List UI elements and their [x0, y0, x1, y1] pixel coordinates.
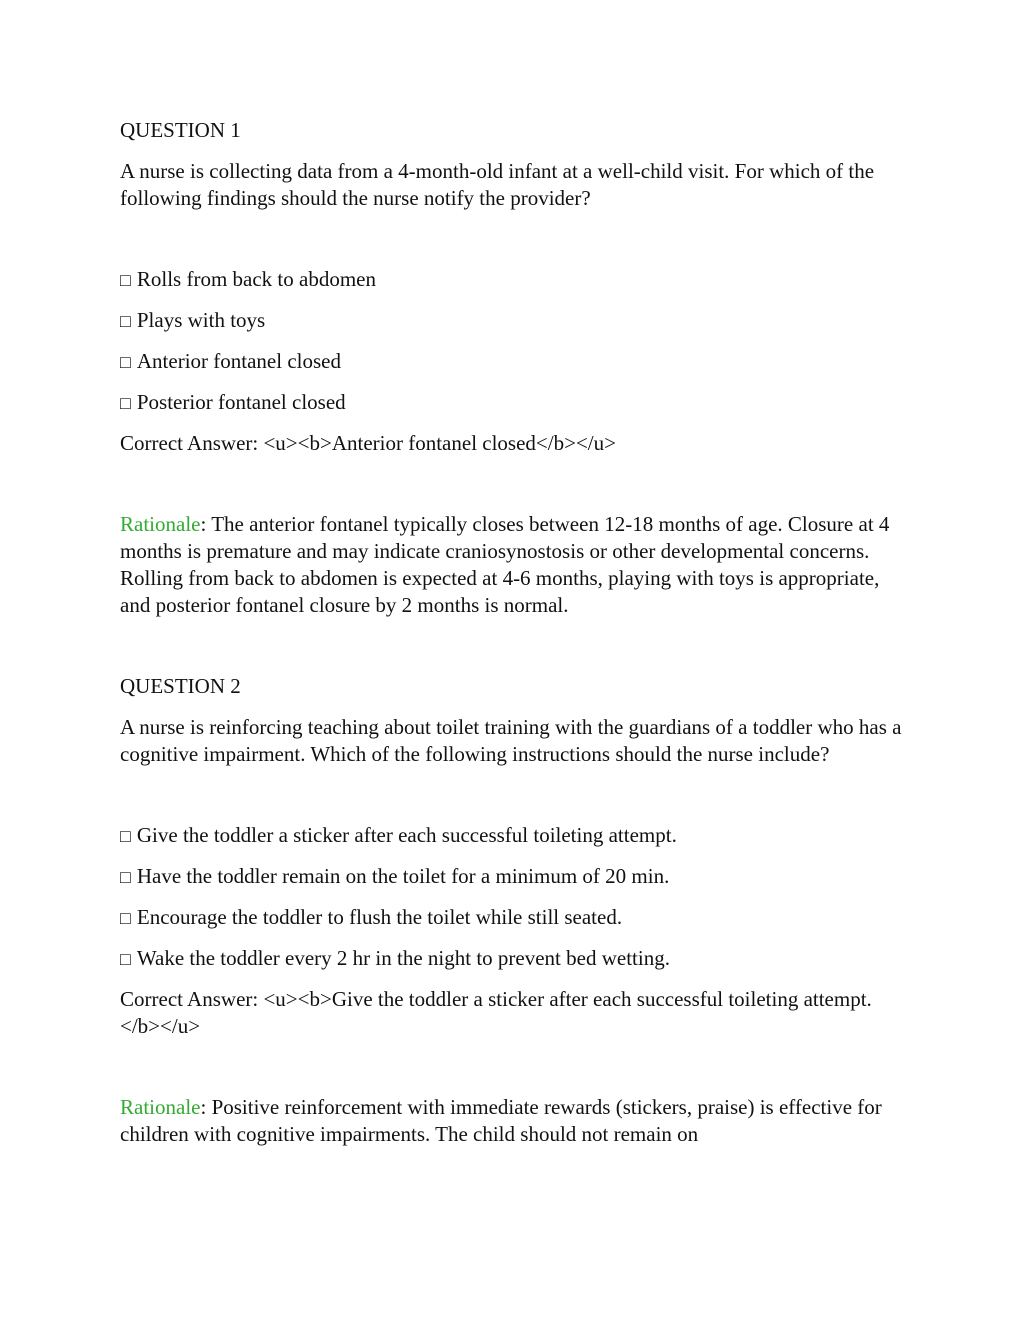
question-text: A nurse is collecting data from a 4-month-old infant at a well-child visit. For which of the following findings should the nurse notify the provider? [120, 159, 875, 210]
document-page [120, 117, 910, 1202]
option-1 [120, 266, 910, 294]
checkbox-icon: □ [120, 867, 131, 887]
rationale-label: Rationale [120, 1095, 201, 1119]
question-2 [120, 673, 910, 1148]
option-label: Give the toddler a sticker after each successful toileting attempt. [136, 823, 677, 847]
rationale-text: : Positive reinforcement with immediate rewards (stickers, praise) is effective for children with cognitive impairments. The child should not remain on [120, 1095, 882, 1146]
checkbox-icon: □ [120, 908, 131, 928]
checkbox-icon: □ [120, 949, 131, 969]
question-title: QUESTION 1 [120, 118, 241, 142]
option-4 [120, 389, 910, 417]
checkbox-icon: □ [120, 270, 131, 290]
option-2 [120, 307, 910, 335]
question-text: A nurse is reinforcing teaching about toilet training with the guardians of a toddler who has a cognitive impairment. Which of the following instructions should the nurse include? [120, 715, 902, 766]
option-label: Anterior fontanel closed [136, 349, 341, 373]
option-label: Rolls from back to abdomen [136, 267, 376, 291]
option-label: Posterior fontanel closed [136, 390, 346, 414]
rationale [120, 1094, 910, 1148]
rationale [120, 511, 910, 619]
option-2 [120, 863, 910, 891]
correct-answer: Correct Answer: <u><b>Anterior fontanel closed</b></u> [120, 431, 616, 455]
rationale-label: Rationale [120, 512, 201, 536]
option-3 [120, 348, 910, 376]
correct-answer: Correct Answer: <u><b>Give the toddler a sticker after each successful toileting attempt.</b></u> [120, 987, 872, 1038]
option-label: Encourage the toddler to flush the toilet while still seated. [136, 905, 623, 929]
checkbox-icon: □ [120, 826, 131, 846]
rationale-text: : The anterior fontanel typically closes between 12-18 months of age. Closure at 4 months is premature and may indicate craniosynostosis or other developmental concerns. Rolling from back to abdomen is expected at 4-6 months, playing with toys is appropriate, and posterior fontanel closure by 2 months is normal. [120, 512, 890, 617]
question-title: QUESTION 2 [120, 674, 241, 698]
option-label: Plays with toys [136, 308, 266, 332]
option-label: Wake the toddler every 2 hr in the night to prevent bed wetting. [136, 946, 670, 970]
option-3 [120, 904, 910, 932]
checkbox-icon: □ [120, 393, 131, 413]
option-1 [120, 822, 910, 850]
option-4 [120, 945, 910, 973]
option-label: Have the toddler remain on the toilet for a minimum of 20 min. [136, 864, 670, 888]
checkbox-icon: □ [120, 352, 131, 372]
question-1 [120, 117, 910, 619]
checkbox-icon: □ [120, 311, 131, 331]
